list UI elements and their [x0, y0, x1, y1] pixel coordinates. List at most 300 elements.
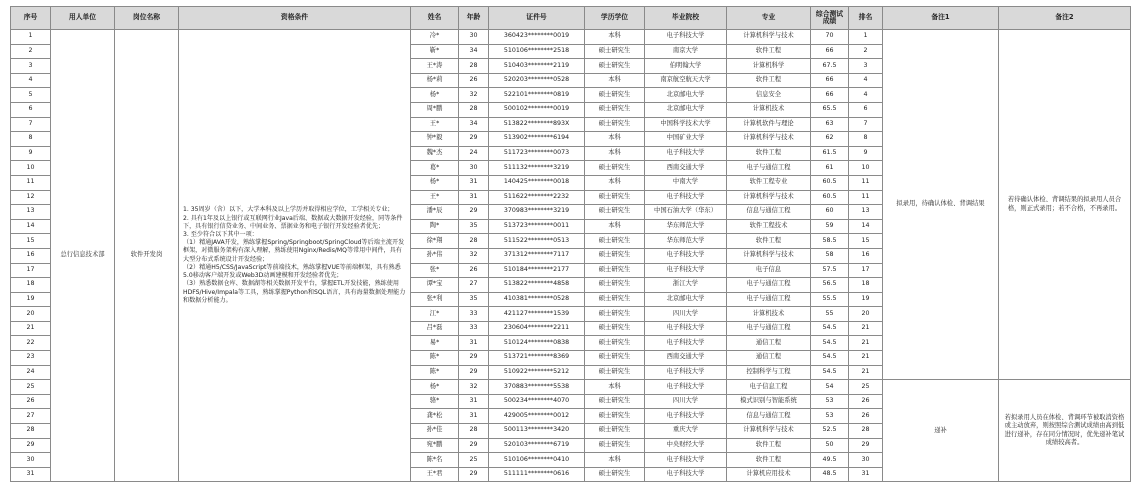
header-cell-school: 毕业院校 [645, 7, 727, 30]
cell-rank: 8 [849, 132, 883, 147]
cell-age: 27 [459, 278, 489, 293]
cell-score: 58.5 [811, 234, 849, 249]
cell-no: 19 [11, 292, 51, 307]
cell-rank: 30 [849, 453, 883, 468]
cell-no: 5 [11, 88, 51, 103]
cell-name: 杨* [411, 380, 459, 395]
cell-name: 陈*名 [411, 453, 459, 468]
cell-name: 张* [411, 263, 459, 278]
cell-rank: 21 [849, 351, 883, 366]
cell-age: 31 [459, 175, 489, 190]
cell-age: 29 [459, 467, 489, 482]
cell-score: 67.5 [811, 59, 849, 74]
cell-score: 62 [811, 132, 849, 147]
cell-degree: 硕士研究生 [585, 351, 645, 366]
header-cell-name: 姓名 [411, 7, 459, 30]
cell-major: 模式识别与智能系统 [727, 394, 811, 409]
header-cell-employer: 用人单位 [51, 7, 115, 30]
cell-degree: 本科 [585, 453, 645, 468]
cell-rank: 21 [849, 365, 883, 380]
cell-score: 54.5 [811, 351, 849, 366]
cell-no: 28 [11, 424, 51, 439]
cell-name: 潘*辰 [411, 205, 459, 220]
cell-name: 王* [411, 117, 459, 132]
cell-no: 29 [11, 438, 51, 453]
cell-degree: 硕士研究生 [585, 205, 645, 220]
cell-school: 电子科技大学 [645, 365, 727, 380]
cell-major: 信息与通信工程 [727, 409, 811, 424]
cell-school: 重庆大学 [645, 424, 727, 439]
cell-age: 24 [459, 146, 489, 161]
cell-id-number: 370883********5538 [489, 380, 585, 395]
cell-name: 江* [411, 307, 459, 322]
cell-school: 电子科技大学 [645, 146, 727, 161]
cell-score: 63 [811, 117, 849, 132]
cell-id-number: 360423********0019 [489, 30, 585, 45]
cell-id-number: 510124********0838 [489, 336, 585, 351]
requirement-line: （3）熟悉数据仓库、数据湖等相关数据开发平台，掌握ETL开发技能，熟练使用HDFS/Hive/Impala等工具，熟练掌握Python和SQL语言，具有海量数据处理能力和数据分析能力。 [183, 280, 406, 304]
cell-employer: 总行信息技术部 [51, 30, 115, 482]
cell-name: 冷* [411, 30, 459, 45]
cell-degree: 硕士研究生 [585, 102, 645, 117]
header-cell-degree: 学历学位 [585, 7, 645, 30]
cell-id-number: 520203********0528 [489, 73, 585, 88]
cell-rank: 10 [849, 161, 883, 176]
cell-score: 61.5 [811, 146, 849, 161]
cell-requirements [179, 30, 411, 482]
cell-name: 王* [411, 190, 459, 205]
cell-id-number: 522101********0819 [489, 88, 585, 103]
requirement-line: （2）精通H5/CSS/JavaScript等前端技术，熟练掌握VUE等前端框架，具有熟悉5.0移动客户端开发或Web3D动画建模和开发经验者优先； [183, 263, 401, 280]
cell-no: 27 [11, 409, 51, 424]
cell-id-number: 370983********3219 [489, 205, 585, 220]
header-cell-score: 综合测试成绩 [811, 7, 849, 30]
cell-degree: 硕士研究生 [585, 336, 645, 351]
cell-degree: 硕士研究生 [585, 438, 645, 453]
cell-school: 电子科技大学 [645, 248, 727, 263]
cell-age: 31 [459, 336, 489, 351]
cell-degree: 硕士研究生 [585, 467, 645, 482]
cell-school: 四川大学 [645, 307, 727, 322]
cell-score: 61 [811, 161, 849, 176]
cell-major: 计算机科学与技术 [727, 190, 811, 205]
cell-degree: 硕士研究生 [585, 394, 645, 409]
cell-no: 30 [11, 453, 51, 468]
cell-id-number: 230604********2211 [489, 321, 585, 336]
header-cell-position: 岗位名称 [115, 7, 179, 30]
cell-note1-group1: 拟录用，待确认体检、背调结果 [883, 30, 999, 380]
cell-no: 10 [11, 161, 51, 176]
cell-score: 66 [811, 88, 849, 103]
cell-school: 电子科技大学 [645, 380, 727, 395]
cell-no: 11 [11, 175, 51, 190]
cell-no: 25 [11, 380, 51, 395]
cell-school: 华东师范大学 [645, 234, 727, 249]
cell-name: 龚*松 [411, 409, 459, 424]
cell-score: 54.5 [811, 336, 849, 351]
cell-major: 电子与通信工程 [727, 292, 811, 307]
cell-major: 电子信息工程 [727, 380, 811, 395]
cell-school: 中南大学 [645, 175, 727, 190]
cell-rank: 4 [849, 73, 883, 88]
cell-school: 浙江大学 [645, 278, 727, 293]
cell-note2-group1: 若待确认体检、背调结果的拟录用人员合格，则正式录用；若不合格，不再录用。 [999, 30, 1131, 380]
header-cell-rank: 排名 [849, 7, 883, 30]
cell-school: 南京大学 [645, 44, 727, 59]
cell-name: 谭*宝 [411, 278, 459, 293]
cell-major: 软件工程 [727, 453, 811, 468]
requirement-line: 2. 具有1年及以上银行或互联网行业Java后端、数据或大数据开发经验，同等条件下，具有银行信贷业务、中间业务、票据业务和电子银行开发经验者优先； [183, 214, 403, 230]
cell-age: 31 [459, 190, 489, 205]
cell-rank: 1 [849, 30, 883, 45]
cell-major: 计算机应用技术 [727, 467, 811, 482]
cell-school: 四川大学 [645, 394, 727, 409]
cell-school: 电子科技大学 [645, 453, 727, 468]
cell-no: 6 [11, 102, 51, 117]
cell-school: 电子科技大学 [645, 263, 727, 278]
cell-score: 60 [811, 205, 849, 220]
cell-name: 张*利 [411, 292, 459, 307]
cell-school: 电子科技大学 [645, 467, 727, 482]
cell-degree: 本科 [585, 175, 645, 190]
cell-id-number: 511111********0616 [489, 467, 585, 482]
cell-score: 52.5 [811, 424, 849, 439]
cell-id-number: 520103********6719 [489, 438, 585, 453]
cell-no: 17 [11, 263, 51, 278]
cell-major: 软件工程 [727, 73, 811, 88]
requirement-line: （1）精通JAVA开发，熟练掌握Spring/Springboot/SpringCloud等后端主流开发框架，对微服务架构有深入理解，熟练使用Nginx/Redis/MQ等常用中间件，具有大型分布式系统设计开发经验； [183, 239, 405, 263]
cell-degree: 本科 [585, 73, 645, 88]
cell-score: 60.5 [811, 190, 849, 205]
cell-school: 北京邮电大学 [645, 88, 727, 103]
cell-rank: 2 [849, 44, 883, 59]
cell-name: 王*君 [411, 467, 459, 482]
cell-degree: 硕士研究生 [585, 44, 645, 59]
cell-school: 中央财经大学 [645, 438, 727, 453]
cell-degree: 硕士研究生 [585, 307, 645, 322]
cell-degree: 硕士研究生 [585, 365, 645, 380]
cell-id-number: 510184********2177 [489, 263, 585, 278]
cell-degree: 硕士研究生 [585, 409, 645, 424]
header-cell-major: 专业 [727, 7, 811, 30]
cell-name: 靳* [411, 44, 459, 59]
cell-age: 34 [459, 117, 489, 132]
cell-rank: 25 [849, 380, 883, 395]
cell-school: 中国科学技术大学 [645, 117, 727, 132]
requirement-line: 3. 至少符合以下其中一项： [183, 231, 258, 239]
cell-school: 电子科技大学 [645, 336, 727, 351]
cell-rank: 31 [849, 467, 883, 482]
cell-name: 周*鹏 [411, 102, 459, 117]
cell-rank: 20 [849, 307, 883, 322]
cell-score: 66 [811, 73, 849, 88]
cell-no: 26 [11, 394, 51, 409]
cell-score: 60.5 [811, 175, 849, 190]
cell-major: 信息安全 [727, 88, 811, 103]
header-cell-age: 年龄 [459, 7, 489, 30]
cell-rank: 28 [849, 424, 883, 439]
cell-name: 杨* [411, 175, 459, 190]
cell-degree: 硕士研究生 [585, 263, 645, 278]
cell-school: 电子科技大学 [645, 30, 727, 45]
cell-rank: 15 [849, 234, 883, 249]
cell-age: 26 [459, 73, 489, 88]
cell-major: 信息与通信工程 [727, 205, 811, 220]
cell-name: 宛*鹏 [411, 438, 459, 453]
cell-score: 70 [811, 30, 849, 45]
header-cell-note2: 备注2 [999, 7, 1131, 30]
cell-no: 3 [11, 59, 51, 74]
cell-rank: 7 [849, 117, 883, 132]
cell-major: 控制科学与工程 [727, 365, 811, 380]
cell-school: 西南交通大学 [645, 161, 727, 176]
cell-id-number: 421127********1539 [489, 307, 585, 322]
header-row [11, 7, 1131, 30]
requirement-line: 1. 35周岁（含）以下，大学本科及以上学历并取得相应学位，工学相关专业； [183, 206, 394, 214]
cell-degree: 硕士研究生 [585, 234, 645, 249]
cell-rank: 14 [849, 219, 883, 234]
cell-age: 32 [459, 248, 489, 263]
cell-no: 1 [11, 30, 51, 45]
cell-age: 30 [459, 30, 489, 45]
cell-name: 骆* [411, 394, 459, 409]
cell-degree: 硕士研究生 [585, 278, 645, 293]
cell-major: 计算机软件与理论 [727, 117, 811, 132]
cell-id-number: 510106********0410 [489, 453, 585, 468]
cell-score: 54.5 [811, 365, 849, 380]
cell-no: 18 [11, 278, 51, 293]
cell-rank: 13 [849, 205, 883, 220]
cell-age: 28 [459, 102, 489, 117]
cell-score: 65.5 [811, 102, 849, 117]
cell-school: 中国石油大学（华东） [645, 205, 727, 220]
cell-major: 计算机科学与技术 [727, 424, 811, 439]
cell-major: 电子与通信工程 [727, 321, 811, 336]
cell-age: 28 [459, 424, 489, 439]
cell-id-number: 513721********8369 [489, 351, 585, 366]
cell-id-number: 500113********3420 [489, 424, 585, 439]
cell-no: 13 [11, 205, 51, 220]
cell-major: 计算机技术 [727, 102, 811, 117]
cell-name: 杨* [411, 88, 459, 103]
cell-rank: 21 [849, 321, 883, 336]
candidate-table [10, 6, 1131, 482]
cell-id-number: 510403********2119 [489, 59, 585, 74]
cell-age: 32 [459, 88, 489, 103]
header-cell-no: 序号 [11, 7, 51, 30]
cell-id-number: 140425********0018 [489, 175, 585, 190]
cell-name: 易* [411, 336, 459, 351]
cell-no: 16 [11, 248, 51, 263]
cell-degree: 硕士研究生 [585, 190, 645, 205]
cell-score: 53 [811, 394, 849, 409]
cell-degree: 硕士研究生 [585, 59, 645, 74]
cell-age: 29 [459, 132, 489, 147]
cell-age: 34 [459, 44, 489, 59]
header-cell-note1: 备注1 [883, 7, 999, 30]
cell-age: 28 [459, 234, 489, 249]
cell-school: 电子科技大学 [645, 190, 727, 205]
cell-name: 钟*毅 [411, 132, 459, 147]
cell-name: 徐*翔 [411, 234, 459, 249]
cell-id-number: 500102********0019 [489, 102, 585, 117]
cell-school: 西南交通大学 [645, 351, 727, 366]
cell-score: 49.5 [811, 453, 849, 468]
cell-school: 北京邮电大学 [645, 292, 727, 307]
header-cell-requirements: 资格条件 [179, 7, 411, 30]
cell-name: 杨*莉 [411, 73, 459, 88]
cell-id-number: 513902********6194 [489, 132, 585, 147]
cell-degree: 本科 [585, 380, 645, 395]
cell-major: 通信工程 [727, 336, 811, 351]
cell-major: 软件工程 [727, 438, 811, 453]
cell-rank: 19 [849, 292, 883, 307]
cell-rank: 26 [849, 409, 883, 424]
cell-degree: 硕士研究生 [585, 117, 645, 132]
cell-name: 孙*伟 [411, 248, 459, 263]
cell-major: 软件工程 [727, 146, 811, 161]
cell-degree: 硕士研究生 [585, 161, 645, 176]
cell-major: 软件工程 [727, 234, 811, 249]
cell-rank: 26 [849, 394, 883, 409]
cell-score: 57.5 [811, 263, 849, 278]
cell-name: 吕*磊 [411, 321, 459, 336]
cell-major: 电子与通信工程 [727, 278, 811, 293]
cell-no: 7 [11, 117, 51, 132]
cell-score: 66 [811, 44, 849, 59]
cell-age: 33 [459, 307, 489, 322]
cell-age: 32 [459, 380, 489, 395]
cell-rank: 11 [849, 190, 883, 205]
cell-degree: 硕士研究生 [585, 424, 645, 439]
cell-score: 54 [811, 380, 849, 395]
cell-no: 15 [11, 234, 51, 249]
cell-age: 31 [459, 394, 489, 409]
cell-degree: 硕士研究生 [585, 88, 645, 103]
cell-age: 29 [459, 438, 489, 453]
cell-id-number: 510922********5212 [489, 365, 585, 380]
cell-rank: 6 [849, 102, 883, 117]
cell-score: 59 [811, 219, 849, 234]
cell-rank: 9 [849, 146, 883, 161]
cell-score: 58 [811, 248, 849, 263]
cell-id-number: 511522********0513 [489, 234, 585, 249]
cell-note1-group2: 递补 [883, 380, 999, 482]
cell-school: 华东师范大学 [645, 219, 727, 234]
cell-id-number: 510106********2518 [489, 44, 585, 59]
cell-degree: 本科 [585, 132, 645, 147]
cell-rank: 16 [849, 248, 883, 263]
cell-name: 陶* [411, 219, 459, 234]
cell-name: 王*涛 [411, 59, 459, 74]
cell-rank: 4 [849, 88, 883, 103]
cell-rank: 29 [849, 438, 883, 453]
cell-note2-group2: 若拟录用人员在体检、背调环节被取消资格或主动放弃，则按照综合测试成绩由高到低进行递补，存在同分情况时，优先递补笔试成绩较高者。 [999, 380, 1131, 482]
cell-school: 伯明翰大学 [645, 59, 727, 74]
cell-school: 电子科技大学 [645, 409, 727, 424]
cell-age: 33 [459, 321, 489, 336]
cell-major: 软件工程 [727, 44, 811, 59]
cell-age: 26 [459, 263, 489, 278]
cell-major: 计算机科学与技术 [727, 248, 811, 263]
cell-rank: 21 [849, 336, 883, 351]
cell-no: 20 [11, 307, 51, 322]
cell-no: 14 [11, 219, 51, 234]
cell-name: 陈* [411, 351, 459, 366]
cell-age: 31 [459, 409, 489, 424]
cell-age: 35 [459, 292, 489, 307]
cell-id-number: 511723********0073 [489, 146, 585, 161]
cell-no: 24 [11, 365, 51, 380]
cell-no: 4 [11, 73, 51, 88]
recruitment-results-sheet [10, 6, 1125, 496]
cell-score: 55 [811, 307, 849, 322]
cell-id-number: 500234********4070 [489, 394, 585, 409]
header-cell-id: 证件号 [489, 7, 585, 30]
cell-degree: 硕士研究生 [585, 292, 645, 307]
table-body [11, 30, 1131, 482]
cell-age: 29 [459, 205, 489, 220]
cell-rank: 18 [849, 278, 883, 293]
cell-id-number: 513822********4858 [489, 278, 585, 293]
cell-id-number: 513723********0011 [489, 219, 585, 234]
cell-score: 56.5 [811, 278, 849, 293]
cell-no: 21 [11, 321, 51, 336]
cell-no: 22 [11, 336, 51, 351]
cell-degree: 硕士研究生 [585, 321, 645, 336]
cell-degree: 硕士研究生 [585, 248, 645, 263]
cell-name: 葛* [411, 161, 459, 176]
cell-no: 31 [11, 467, 51, 482]
cell-rank: 11 [849, 175, 883, 190]
cell-school: 南京航空航天大学 [645, 73, 727, 88]
cell-major: 计算机科学与技术 [727, 30, 811, 45]
cell-position: 软件开发岗 [115, 30, 179, 482]
cell-score: 53 [811, 409, 849, 424]
cell-school: 电子科技大学 [645, 321, 727, 336]
cell-major: 计算机科学与技术 [727, 132, 811, 147]
cell-degree: 本科 [585, 146, 645, 161]
cell-no: 23 [11, 351, 51, 366]
cell-id-number: 511622********2232 [489, 190, 585, 205]
cell-major: 通信工程 [727, 351, 811, 366]
cell-major: 计算机技术 [727, 307, 811, 322]
cell-degree: 本科 [585, 30, 645, 45]
cell-id-number: 513822********893X [489, 117, 585, 132]
cell-name: 魏*杰 [411, 146, 459, 161]
cell-score: 55.5 [811, 292, 849, 307]
cell-school: 北京邮电大学 [645, 102, 727, 117]
cell-id-number: 371312********7117 [489, 248, 585, 263]
cell-id-number: 410381********0528 [489, 292, 585, 307]
cell-major: 软件工程技术 [727, 219, 811, 234]
cell-id-number: 429005********0012 [489, 409, 585, 424]
cell-no: 8 [11, 132, 51, 147]
cell-score: 50 [811, 438, 849, 453]
cell-rank: 17 [849, 263, 883, 278]
cell-rank: 3 [849, 59, 883, 74]
cell-school: 中国矿业大学 [645, 132, 727, 147]
table-row [11, 30, 1131, 45]
cell-score: 54.5 [811, 321, 849, 336]
cell-degree: 本科 [585, 219, 645, 234]
cell-age: 28 [459, 59, 489, 74]
cell-age: 30 [459, 161, 489, 176]
cell-age: 29 [459, 351, 489, 366]
cell-no: 9 [11, 146, 51, 161]
cell-major: 软件工程专业 [727, 175, 811, 190]
cell-age: 35 [459, 219, 489, 234]
